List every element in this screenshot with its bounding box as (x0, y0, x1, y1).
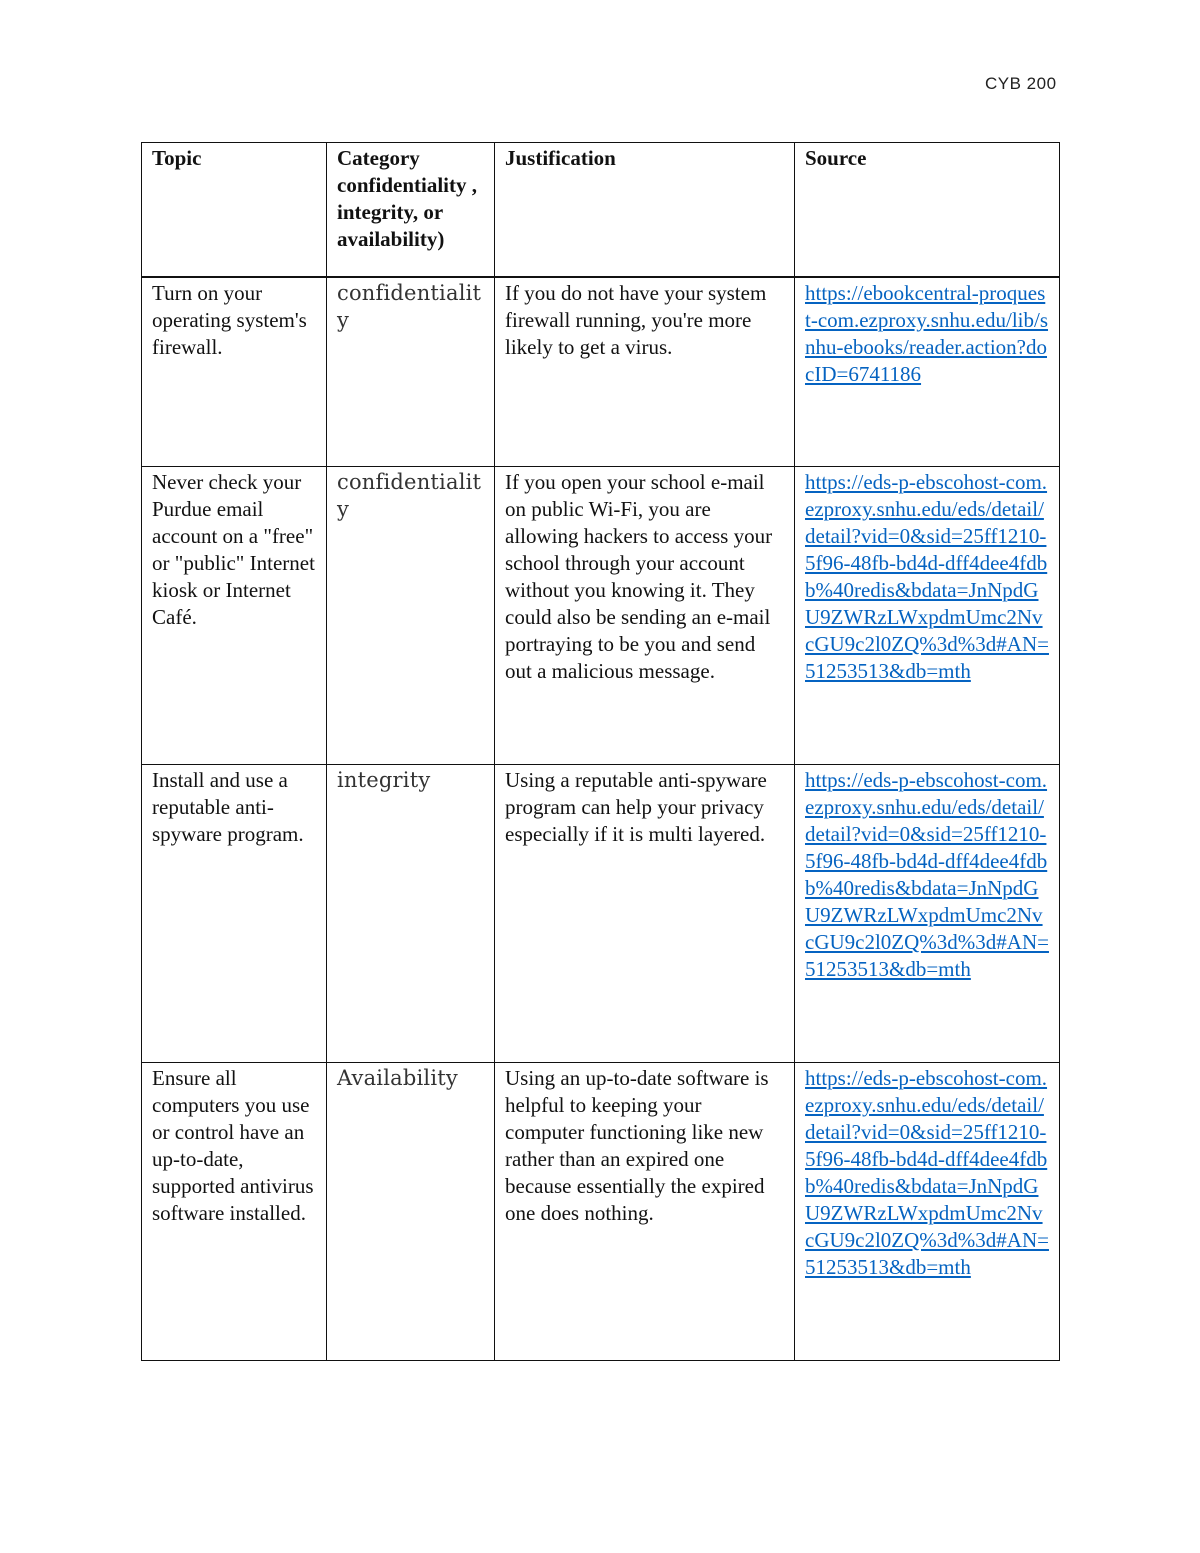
source-link[interactable]: https://eds-p-ebscohost-com.ezproxy.snhu.edu/eds/detail/detail?vid=0&sid=25ff1210-5f96-48fb-bd4d-dff4dee4fdbb%40redis&bdata=JnNpdGU9ZWRzLWxpdmUmc2NvcGU9c2l0ZQ%3d%3d#AN=51253513&db=mth (805, 768, 1049, 981)
topic-cell: Never check your Purdue email account on a "free" or "public" Internet kiosk or Internet Café. (142, 467, 327, 765)
category-cell: confidentiality (327, 467, 495, 765)
table-row (142, 765, 1060, 1063)
source-cell (795, 1063, 1060, 1361)
justification-cell: Using a reputable anti-spyware program can help your privacy especially if it is multi layered. (495, 765, 795, 1063)
table-row (142, 467, 1060, 765)
topic-cell: Ensure all computers you use or control have an up-to-date, supported antivirus software installed. (142, 1063, 327, 1361)
category-cell: confidentiality (327, 277, 495, 467)
table-header-row (142, 143, 1060, 277)
table-row (142, 277, 1060, 467)
source-link[interactable]: https://ebookcentral-proquest-com.ezproxy.snhu.edu/lib/snhu-ebooks/reader.action?docID=6741186 (805, 280, 1049, 386)
category-cell: Availability (327, 1063, 495, 1361)
column-header-topic: Topic (142, 143, 327, 277)
source-link[interactable]: https://eds-p-ebscohost-com.ezproxy.snhu.edu/eds/detail/detail?vid=0&sid=25ff1210-5f96-48fb-bd4d-dff4dee4fdbb%40redis&bdata=JnNpdGU9ZWRzLWxpdmUmc2NvcGU9c2l0ZQ%3d%3d#AN=51253513&db=mth (805, 470, 1049, 683)
column-header-category: Category confidentiality , integrity, or availability) (327, 143, 495, 277)
topic-cell: Turn on your operating system's firewall. (142, 277, 327, 467)
source-cell (795, 467, 1060, 765)
security-topics-table (141, 142, 1060, 1361)
justification-cell: If you do not have your system firewall running, you're more likely to get a virus. (495, 277, 795, 467)
course-code-header: CYB 200 (985, 74, 1057, 93)
column-header-source: Source (795, 143, 1060, 277)
table-row (142, 1063, 1060, 1361)
category-cell: integrity (327, 765, 495, 1063)
source-link[interactable]: https://eds-p-ebscohost-com.ezproxy.snhu.edu/eds/detail/detail?vid=0&sid=25ff1210-5f96-48fb-bd4d-dff4dee4fdbb%40redis&bdata=JnNpdGU9ZWRzLWxpdmUmc2NvcGU9c2l0ZQ%3d%3d#AN=51253513&db=mth (805, 1066, 1049, 1279)
justification-cell: If you open your school e-mail on public Wi-Fi, you are allowing hackers to access your school through your account without you knowing it. They could also be sending an e-mail portraying to be you and send out a malicious message. (495, 467, 795, 765)
column-header-justification: Justification (495, 143, 795, 277)
source-cell (795, 765, 1060, 1063)
justification-cell: Using an up-to-date software is helpful to keeping your computer functioning like new rather than an expired one because essentially the expired one does nothing. (495, 1063, 795, 1361)
source-cell (795, 277, 1060, 467)
topic-cell: Install and use a reputable anti-spyware program. (142, 765, 327, 1063)
